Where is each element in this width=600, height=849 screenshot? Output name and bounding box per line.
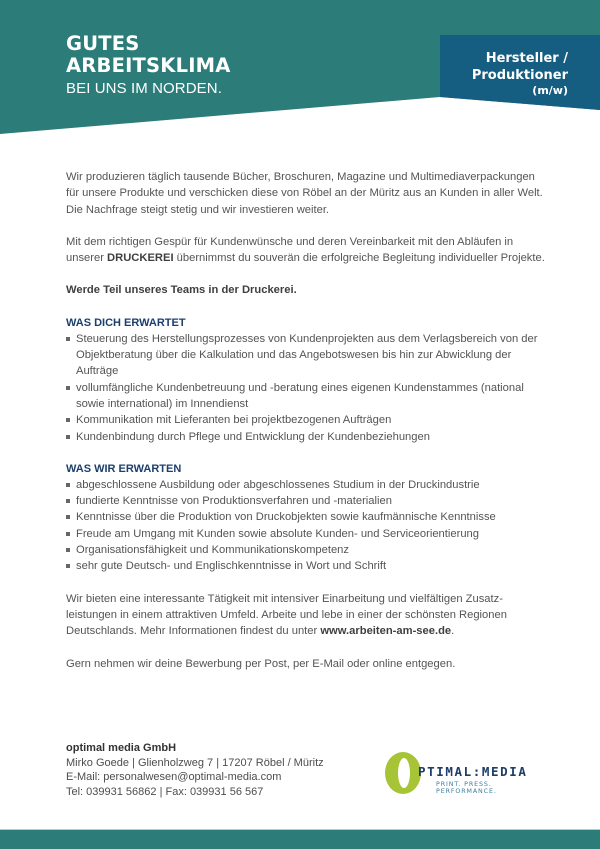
offer-list	[66, 331, 546, 445]
list-item: vollumfängliche Kundenbetreuung und -beratung eines eigenen Kundenstammes (national sowie international) im Innendienst	[66, 380, 546, 413]
job-title-line-2: Produktioner	[471, 68, 568, 83]
contact-phone: Tel: 039931 56862 | Fax: 039931 56 567	[66, 785, 264, 798]
list-item: Organisationsfähigkeit und Kommunikationskompetenz	[66, 542, 546, 558]
job-title	[472, 50, 568, 98]
team-callout: Werde Teil unseres Teams in der Druckerei.	[66, 284, 297, 297]
closing-paragraph-1	[66, 591, 546, 640]
list-item: fundierte Kenntnisse von Produktionsverfahren und -materialien	[66, 493, 546, 509]
footer-bar	[0, 829, 600, 849]
job-description	[66, 169, 546, 672]
requirements-list	[66, 477, 546, 575]
website-link[interactable]: www.arbeiten-am-see.de	[320, 625, 452, 638]
logo-wordmark: PTIMAL:MEDIA	[418, 764, 528, 779]
section-heading-offer: WAS DICH ERWARTET	[66, 316, 186, 329]
closing-text: Wir bieten eine interessante Tätigkeit mit intensiver Einarbeitung und vielfältigen Zusatz-leistungen in einem attraktiven Umfeld. Arbeite und lebe in einer der schönsten Regionen Deutschlands. Mehr Informationen findest du unter	[66, 592, 507, 638]
intro-text-end: übernimmst du souverän die erfolgreiche Begleitung individueller Projekte.	[173, 252, 545, 265]
job-title-line-1: Hersteller /	[485, 51, 568, 66]
headline-block	[66, 33, 231, 98]
list-item: Steuerung des Herstellungsprozesses von Kundenprojekten aus dem Verlagsbereich von der Objektberatung über die Kalkulation und das Angebotswesen bis hin zur Abwicklung der Aufträge	[66, 331, 546, 380]
contact-address: Mirko Goede | Glienholzweg 7 | 17207 Röbel / Müritz	[66, 756, 324, 769]
list-item: Kenntnisse über die Produktion von Druckobjekten sowie kaufmännische Kenntnisse	[66, 509, 546, 525]
headline-line-1: GUTES	[66, 32, 140, 55]
contact-email[interactable]: E-Mail: personalwesen@optimal-media.com	[66, 771, 282, 783]
list-item: Kundenbindung durch Pflege und Entwicklung der Kundenbeziehungen	[66, 429, 546, 445]
closing-paragraph-2: Gern nehmen wir deine Bewerbung per Post, per E-Mail oder online entgegen.	[66, 657, 456, 670]
section-heading-requirements: WAS WIR ERWARTEN	[66, 462, 182, 475]
contact-block	[66, 741, 324, 799]
list-item: sehr gute Deutsch- und Englischkenntnisse in Wort und Schrift	[66, 558, 546, 574]
list-item: abgeschlossene Ausbildung oder abgeschlossenes Studium in der Druckindustrie	[66, 477, 546, 493]
headline-line-2: ARBEITSKLIMA	[66, 54, 231, 77]
list-item: Freude am Umgang mit Kunden sowie absolute Kunden- und Serviceorientierung	[66, 526, 546, 542]
intro-paragraph-2	[66, 234, 546, 267]
list-item: Kommunikation mit Lieferanten bei projektbezogenen Aufträgen	[66, 412, 546, 428]
company-name: optimal media GmbH	[66, 742, 177, 754]
intro-text: Mit dem richtigen Gespür für Kundenwünsche und deren Vereinbarkeit mit den Abläufen in unserer	[66, 235, 514, 265]
job-title-gender: (m/w)	[532, 84, 568, 97]
headline-subline: BEI UNS IM NORDEN.	[66, 80, 222, 97]
druckerei-emphasis: DRUCKEREI	[107, 252, 174, 265]
closing-period: .	[451, 625, 455, 638]
company-logo	[384, 751, 544, 795]
intro-paragraph-1: Wir produzieren täglich tausende Bücher, Broschuren, Magazine und Multimediaverpackungen für unsere Produkte und verschicken diese von Röbel an der Müritz aus an Kunden in aller Welt. Die Nachfrage steigt stetig und wir investieren weiter.	[66, 171, 543, 216]
logo-tagline: PRINT. PRESS. PERFORMANCE.	[436, 781, 497, 795]
